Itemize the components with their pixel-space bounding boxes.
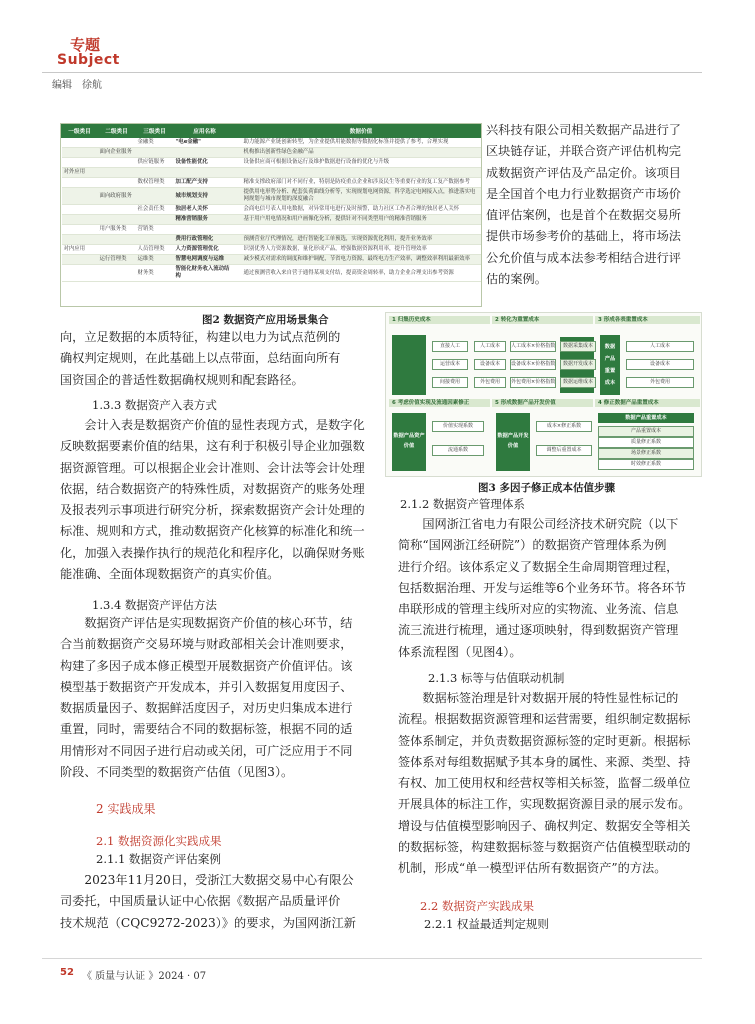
table-cell: 机构推出创新性绿色金融产品 [242,148,481,158]
table-block-line-1: 数据 [604,344,616,350]
text-line: 确权判定规则，在此基础上以点带面，总结面向所有 [60,351,341,366]
table-row [62,178,481,188]
table-row [62,225,481,235]
table-header-cell: 数据价值 [242,125,481,138]
table-block [600,335,620,395]
final-asset-block: 数据产品资产价值 [392,413,426,471]
table-cell: 运行管理类 [98,255,136,265]
history-cost-block [392,335,426,395]
text-line: 机制，形成“单一模型评估所有数据资产”的方法。 [398,861,667,876]
table-cell [62,158,98,168]
table-cell: 设备供应商可根据设备运行及维护数据进行设备的优化与升级 [242,158,481,168]
text-line: 估的案例。 [486,272,547,287]
table-row [62,205,481,215]
figure-2-table [60,123,482,307]
journal-name: 《 质量与认证 》2024 · 07 [82,971,207,982]
column-title-zh: 专题 [70,36,101,54]
right-top-paragraph [486,120,700,290]
merged-node-1: 数据采集成本 [560,341,596,352]
section-2-2-heading: 2.2 数据资产实践成果 [420,899,534,913]
rep-node-2: 设备成本 [474,359,506,370]
text-line: 合当前数据资产交易环境与财政部相关会计准则要求， [60,637,353,652]
table-cell [136,168,174,178]
text-line: 标准、规则和方式，推动数据资产化核算的标准化和统一 [60,524,365,539]
text-line: 能准确、全面体现数据资产的真实价值。 [60,567,280,582]
table-cell [98,158,136,168]
table-cell: 设备性能优化 [174,158,236,168]
table-cell: 费用行政管理化 [174,235,236,245]
table-cell: 识别优秀人力资源数据，量化形成产品，增强数据资源利用率，提升管理效率 [242,245,481,255]
scenario-table [61,124,481,282]
text-line: 重置，同时，需要结合不同的数据标签，根据不同的适 [60,722,353,737]
text-line: 阶段、不同类型的数据资产估值（见图3）。 [60,765,294,780]
left-paragraph-3 [60,613,375,783]
text-line: 化，加强入表操作执行的规范化和程序化，以确保财务账 [60,545,365,560]
table-cell [98,265,136,282]
figure-3-caption: 图3 多因子修正成本估值步骤 [478,482,615,494]
text-line: 值评估案例，也是首个在数据交易所 [486,208,681,223]
table-cell [242,225,481,235]
text-line: 提供市场参考价的基础上，将市场法 [486,229,681,244]
table-cell: 营销类 [136,225,174,235]
text-line: 会计入表是数据资产价值的显性表现方式，是数字化 [60,418,365,432]
table-cell [98,178,136,188]
table-cell: 供应链服务 [136,158,174,168]
table-cell [174,168,236,178]
heading-1-3-4: 1.3.4 数据资产评估方法 [92,598,217,612]
table-cell: 面向企业服务 [98,148,136,158]
right-paragraph-2 [398,688,703,880]
table-cell [136,235,174,245]
table-cell: 金融类 [136,138,174,148]
table-cell [174,148,236,158]
left-paragraph-2 [60,415,375,585]
table-header-cell: 一级类目 [62,125,98,138]
table-cell [62,215,98,225]
text-line: 用情形对不同因子进行启动或关闭，可广泛应用于不同 [60,743,353,758]
text-line: 模型基于数据资产开发成本，并引入数据复用度因子、 [60,679,353,694]
step-1-label: 1 归集历史成本 [389,316,490,324]
text-line: 进行介绍。该体系定义了数据全生命周期管理过程， [398,559,679,574]
table-header-cell: 二级类目 [98,125,136,138]
table-block-line-3: 重置 [604,368,616,374]
table-cell [98,138,136,148]
table-cell: 城市规划支持 [174,188,236,205]
table-cell [174,225,236,235]
table-cell: 独居老人关怀 [174,205,236,215]
heading-2-1-2: 2.1.2 数据资产管理体系 [400,497,525,511]
text-line: 数据资产评估是实现数据资产价值的核心环节，结 [60,616,353,630]
table-cell: 加工配产支持 [174,178,236,188]
text-line: 及报表列示事项进行研究分析，探索数据资产会计处理的 [60,503,365,518]
text-line: 增设与估值模型影响因子、确权判定、数据安全等相关 [398,818,691,833]
text-line: 数据质量因子、数据鲜活度因子，对历史归集成本进行 [60,701,353,716]
text-line: 兴科技有限公司相关数据产品进行了 [486,123,681,137]
table-cell [62,205,98,215]
price-node-1: 人工成本×价格指数 [510,341,556,352]
table-block-line-2: 产品 [604,356,616,362]
text-line: 国资国企的普适性数据确权规则和配套路径。 [60,372,304,387]
table-cell [242,168,481,178]
table-row [62,245,481,255]
text-line: 据资源管理。可以根据企业会计准则、会计法等会计处理 [60,460,365,475]
table-cell [136,188,174,205]
text-line: 体系流程图（见图4）。 [398,644,522,659]
table-cell: 财务类 [136,265,174,282]
text-line: 反映数据要素价值的结果，这有利于积极引导企业加强数 [60,439,365,454]
section-2-heading: 2 实践成果 [96,802,156,816]
table-cell [98,215,136,225]
text-line: 流三流进行梳理，通过逐项映射，得到数据资产管理 [398,623,679,638]
table-row [62,188,481,205]
text-line: 数据标签治理是针对数据开展的特性显性标记的 [398,691,679,705]
right-paragraph-1 [398,514,703,663]
table-cell [136,215,174,225]
table-cell: 提供用电形势分析、配套负荷曲线分析等，实现规划电网资源，科学选定电网接入点，推进落实电网规划与城市规划的深度融合 [242,188,481,205]
table-row [62,138,481,148]
table-cell: "电e金融" [174,138,236,148]
text-line: 签体系制定，并负责数据资源标签的定时更新。根据标 [398,733,691,748]
left-paragraph-1 [60,327,375,391]
text-line: 是全国首个电力行业数据资产市场价 [486,186,681,201]
table-cell: 对内应用 [62,245,98,255]
text-line: 开展具体的标注工作，实现数据资源目录的展示发布。 [398,797,691,812]
right-row-4: 时效修正系数 [598,459,694,470]
text-line: 包括数据治理、开发与运维等6个业务环节。将各环节 [398,580,687,595]
table-row [62,158,481,168]
table-row [62,265,481,282]
table-cell: 减少模式对需求的调度和维护调配，节省电力资源，最终电力生产效率，调整效率利用最新效率 [242,255,481,265]
table-cell: 会商电信号表人用电数据，对异常用电进行及时预警，助力社区工作者合理的独居老人关怀 [242,205,481,215]
step-6-label: 6 考虑价值实现及流通因素修正 [389,399,490,407]
text-line: 公允价值与成本法参考相结合进行评 [486,250,681,265]
table-cell: 智慧电网调度与运维 [174,255,236,265]
table-cell [98,168,136,178]
table-cell [62,178,98,188]
text-line: 签体系对每组数据赋予其本身的属性、来源、类型、持 [398,754,691,769]
factor-node-2: 流通系数 [432,445,484,456]
figure-2-caption: 图2 数据资产应用场景集合 [202,314,329,326]
section-2-1-heading: 2.1 数据资源化实践成果 [96,834,222,848]
hist-node-2: 运营成本 [432,359,468,370]
table-cell: 社会责任类 [136,205,174,215]
text-line: 成数据资产评估及产品定价。该项目 [486,165,681,180]
table-cell [62,148,98,158]
text-line: 依据，结合数据资产的特殊性质，对数据资产的账务处理 [60,481,365,496]
text-line: 区块链存证，并联合资产评估机构完 [486,144,681,159]
price-node-3: 外包费用×价格指数 [510,377,556,388]
heading-2-1-3: 2.1.3 标等与估值联动机制 [428,671,565,685]
heading-2-2-1: 2.2.1 权益最适判定规则 [424,917,549,931]
text-line: 向，立足数据的本质特征，构建以电力为试点范例的 [60,330,341,344]
table-cell [62,265,98,282]
step-2-label: 2 转化为重置成本 [492,316,593,324]
table-cell: 面向政府服务 [98,188,136,205]
text-line: 有权、加工使用权和经营权等相关标签，监督二级单位 [398,776,691,791]
table-cell: 精准营销服务 [174,215,236,225]
table-row [62,215,481,225]
heading-2-1-1: 2.1.1 数据资产评估案例 [96,852,221,866]
table-cell: 精准支撑政府部门对不同行业，特别是防疫重点企业和涉及民生等重要行业的复工复产数据参考 [242,178,481,188]
table-header-cell: 三级类目 [136,125,174,138]
table-cell: 运维类 [136,255,174,265]
table-cell: 通过预测营收入来自营于通得某项支付结，提高资金周转率，助力企业合理支出参考资源 [242,265,481,282]
table-row [62,148,481,158]
column-title-en: Subject [57,52,120,68]
table-cell: 人力资源管理优化 [174,245,236,255]
mid-item-2: 调整后重置成本 [536,445,592,456]
right-table-title: 数据产品重置成本 [598,413,694,423]
table-cell [98,205,136,215]
heading-1-3-3: 1.3.3 数据资产入表方式 [92,398,217,412]
table-cell: 基于用户用电情况和用户画像化分析，提供针对不同类型用户的精准营销服务 [242,215,481,225]
text-line: 2023年11月20日，受浙江大数据交易中心有限公 [60,873,354,887]
right-top-node-2: 设备成本 [626,359,694,370]
text-line: 串联形成的管理主线所对应的实物流、业务流、信息 [398,602,679,617]
table-header-cell: 应用名称 [174,125,236,138]
table-cell: 预测营业厅代理情况，进行智能化工单预选，实现资源优化利用，提升业务效率 [242,235,481,245]
rep-node-3: 外包费用 [474,377,506,388]
left-paragraph-4 [60,870,375,934]
table-cell: 人员管理类 [136,245,174,255]
right-top-node-3: 外包费用 [626,377,694,388]
table-cell: 数权管理类 [136,178,174,188]
table-cell [98,235,136,245]
hist-node-3: 间接费用 [432,377,468,388]
text-line: 流程。根据数据资源管理和运营需要，组织制定数据标 [398,712,691,727]
dev-value-block: 数据产品开发价值 [496,413,530,471]
table-cell [62,188,98,205]
header-divider [42,72,702,73]
step-5-label: 5 形成数据产品开发价值 [492,399,593,407]
table-cell [98,245,136,255]
table-cell [62,255,98,265]
merged-node-2: 数据开发成本 [560,359,596,370]
editor-credit: 编辑 徐航 [52,80,102,91]
table-row [62,255,481,265]
right-row-3: 场景修正系数 [598,448,694,459]
table-cell [136,148,174,158]
table-cell: 助力能源产业链创新转型，为企业提供用能数据等数据化标签并提供了参考，合理实现 [242,138,481,148]
table-block-line-4: 成本 [604,380,616,386]
mid-item-1: 成本×修正系数 [536,421,592,432]
text-line: 的数据标签，构建数据标签与数据资产估值模型联动的 [398,840,691,855]
text-line: 技术规范（CQC9272-2023）》的要求，为国网浙江新 [60,915,356,930]
table-row [62,235,481,245]
table-cell [62,138,98,148]
price-node-2: 设备成本×价格指数 [510,359,556,370]
right-top-node-1: 人工成本 [626,341,694,352]
figure-3-diagram [385,312,702,477]
text-line: 构建了多因子成本修正模型开展数据资产价值评估。该 [60,658,353,673]
table-row [62,168,481,178]
table-cell: 用户服务类 [98,225,136,235]
merged-node-3: 数据运维成本 [560,377,596,388]
hist-node-1: 直接人工 [432,341,468,352]
right-row-1: 产品重置成本 [598,426,694,437]
text-line: 司委托，中国质量认证中心依据《数据产品质量评价 [60,894,341,909]
step-3-label: 3 形成各表重置成本 [595,316,700,324]
table-cell: 对外应用 [62,168,98,178]
table-cell: 智能化财务收入流动结构 [174,265,236,282]
footer-divider [42,958,702,959]
rep-node-1: 人工成本 [474,341,506,352]
text-line: 国网浙江省电力有限公司经济技术研究院（以下 [398,517,679,531]
text-line: 简称“国网浙江经研院”）的数据资产管理体系为例 [398,538,667,553]
factor-node-1: 价值实现系数 [432,421,484,432]
table-cell [62,225,98,235]
table-cell [62,235,98,245]
step-4-label: 4 修正数据产品重置成本 [595,399,700,407]
page-number: 52 [60,967,74,978]
right-row-2: 质量修正系数 [598,437,694,448]
